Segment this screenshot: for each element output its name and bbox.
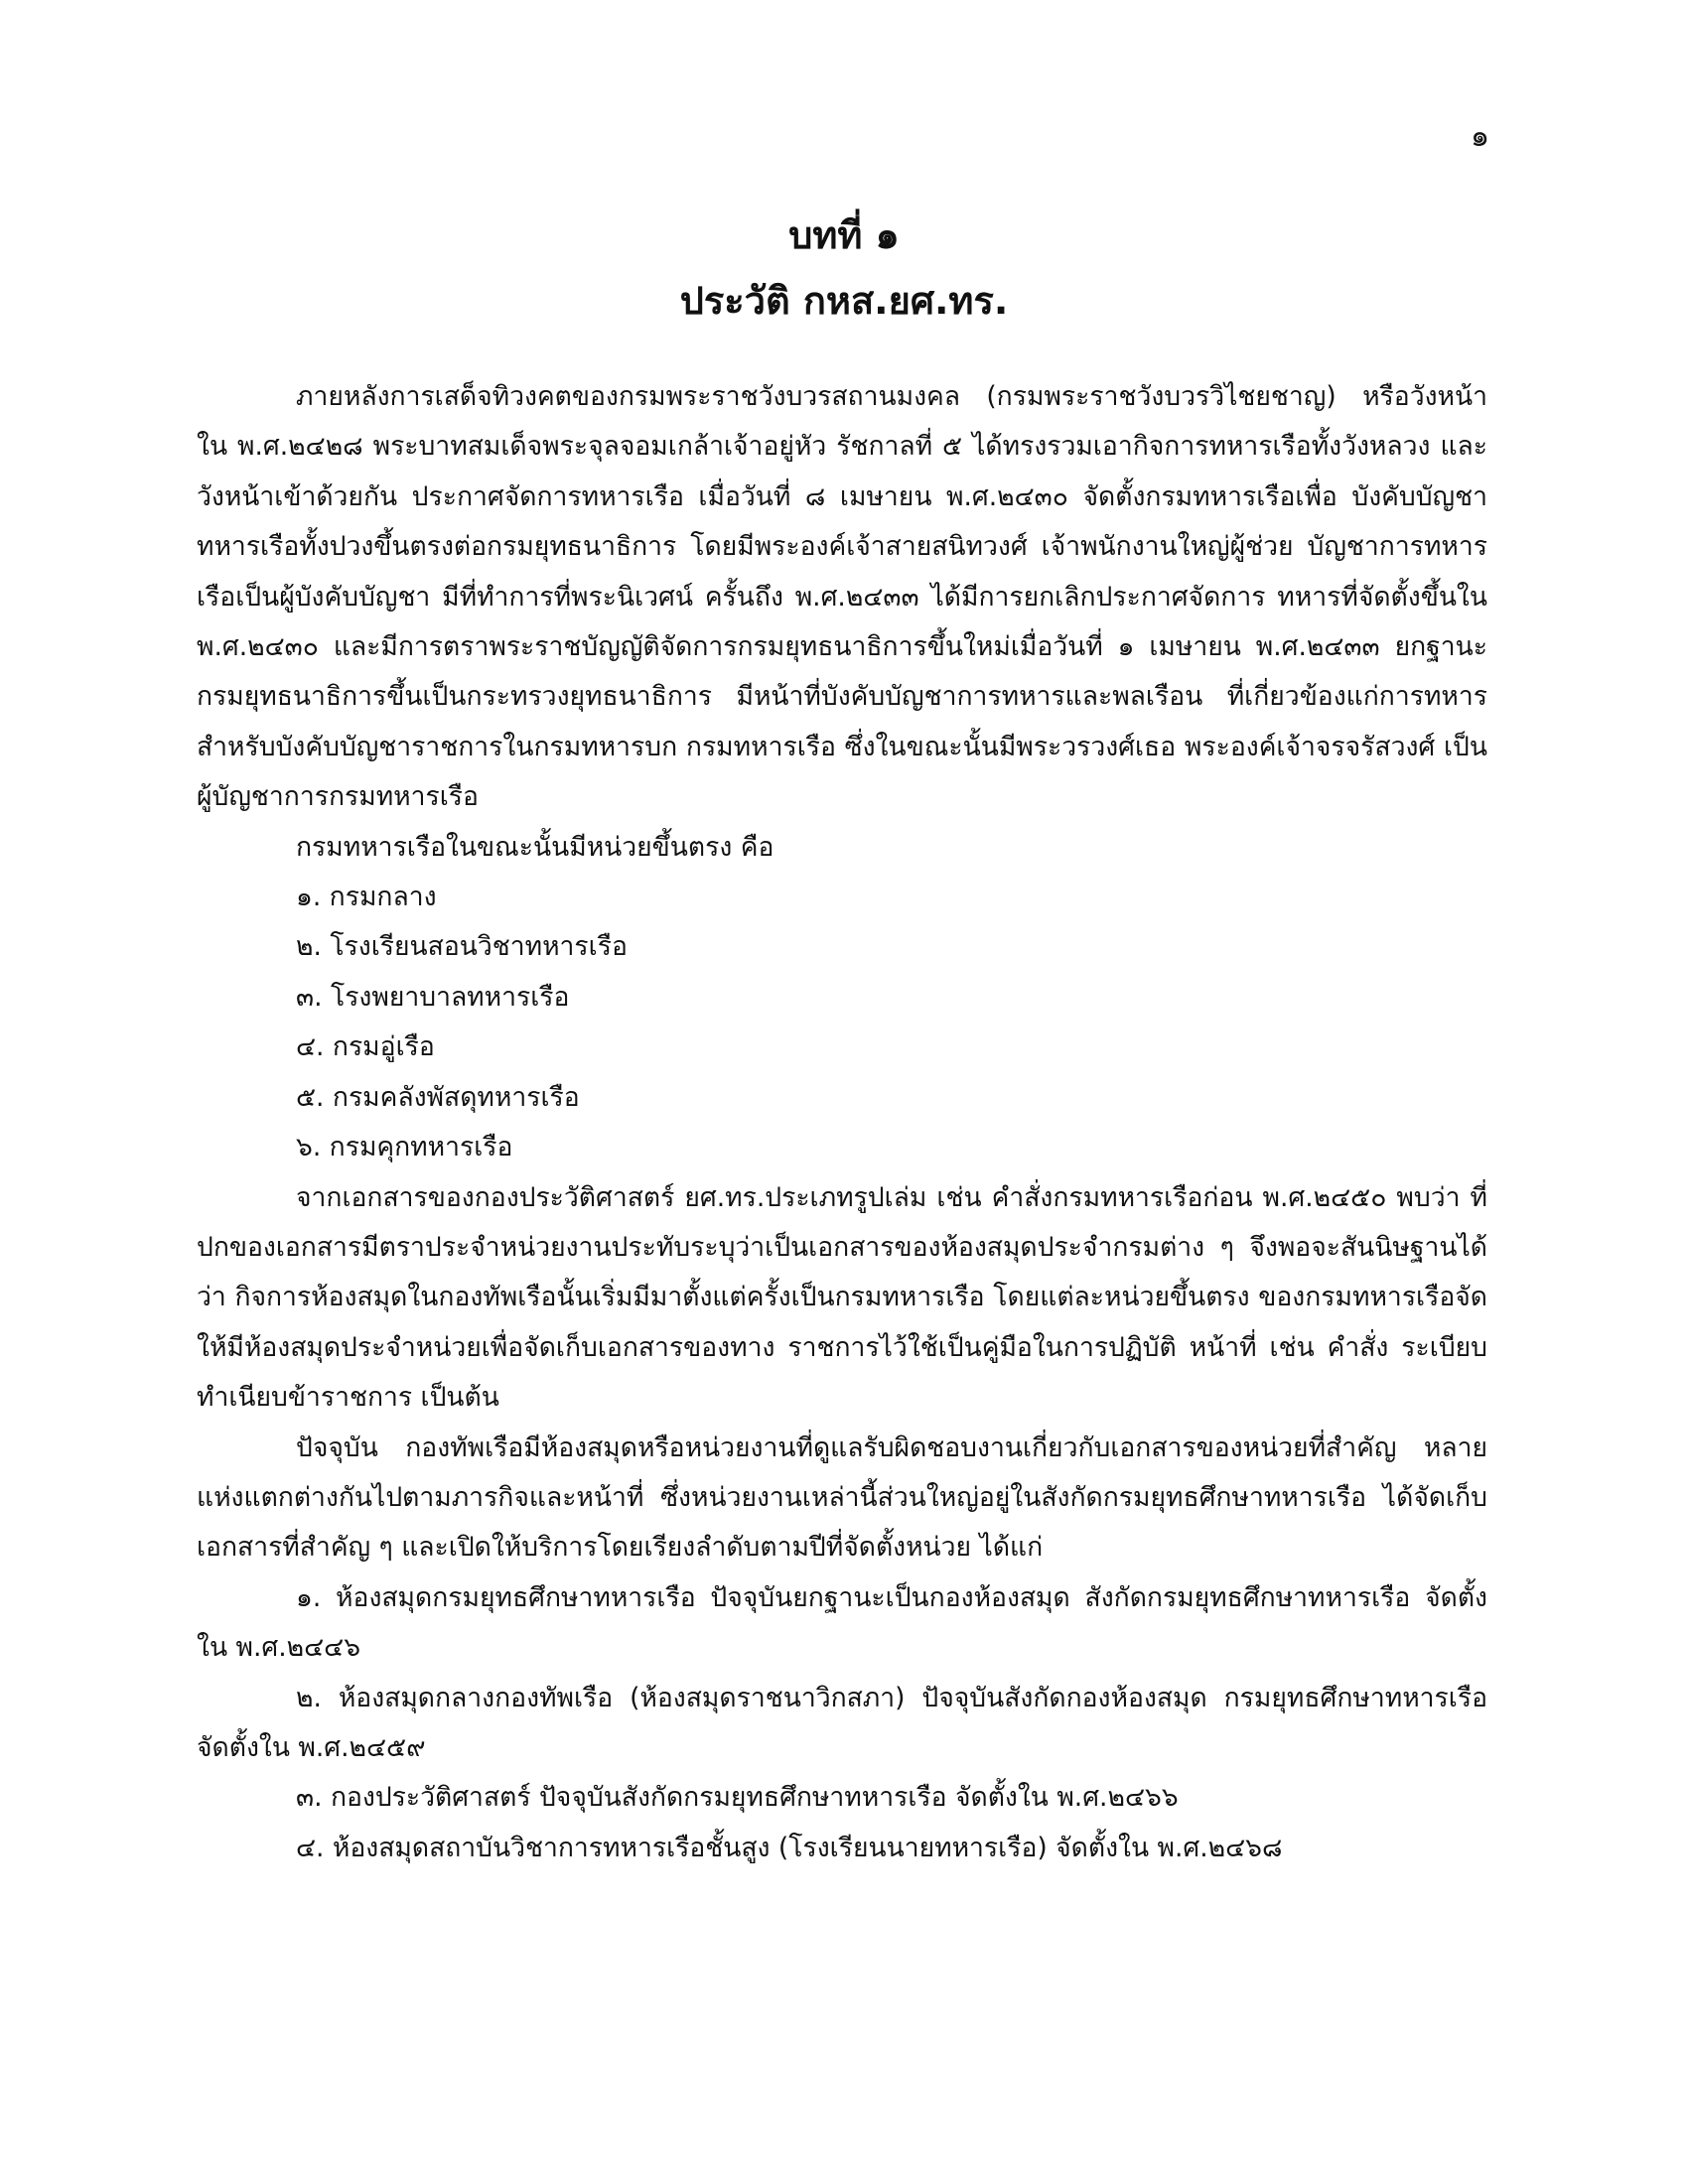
list-item: ๖. กรมคุกทหารเรือ — [296, 1132, 513, 1163]
list-item: ๔. ห้องสมุดสถาบันวิชาการทหารเรือชั้นสูง (โรงเรียนนายทหารเรือ) จัดตั้งใน พ.ศ.๒๔๖๘ — [296, 1832, 1283, 1863]
list-item: ๑. กรมกลาง — [296, 882, 437, 913]
list-item: ๓. กองประวัติศาสตร์ ปัจจุบันสังกัดกรมยุทธศึกษาทหารเรือ จัดตั้งใน พ.ศ.๒๔๖๖ — [296, 1782, 1179, 1814]
paragraph-units-intro: กรมทหารเรือในขณะนั้นมีหน่วยขึ้นตรง คือ — [296, 831, 774, 863]
list-item: ๔. กรมอู่เรือ — [296, 1031, 435, 1063]
paragraph-present: ปัจจุบัน กองทัพเรือมีห้องสมุดหรือหน่วยงานที่ดูแลรับผิดชอบงานเกี่ยวกับเอกสารของหน่วยที่สำคัญ หลายแห่งแตกต่างกันไปตามภารกิจและหน้าที่ ซึ่งหน่วยงานเหล่านี้ส่วนใหญ่อยู่ในสังกัดกรมยุทธศึกษาทหารเรือ ได้จัดเก็บเอกสารที่สำคัญ ๆ และเปิดให้บริการโดยเรียงลำดับตามปีที่จัดตั้งหน่วย ได้แก่ — [197, 1432, 1487, 1564]
units-list — [197, 873, 1487, 1172]
libraries-list — [197, 1573, 1487, 1873]
document-body — [197, 372, 1487, 1873]
list-item: ๕. กรมคลังพัสดุทหารเรือ — [296, 1081, 580, 1113]
list-item: ๒. โรงเรียนสอนวิชาทหารเรือ — [296, 931, 628, 963]
chapter-heading: บทที่ ๑ — [788, 213, 900, 257]
page-number: ๑ — [1470, 119, 1489, 154]
list-item: ๒. ห้องสมุดกลางกองทัพเรือ (ห้องสมุดราชนาวิกสภา) ปัจจุบันสังกัดกองห้องสมุด กรมยุทธศึกษาทหารเรือ จัดตั้งใน พ.ศ.๒๔๕๙ — [197, 1682, 1487, 1763]
list-item: ๓. โรงพยาบาลทหารเรือ — [296, 981, 570, 1013]
paragraph-history: ภายหลังการเสด็จทิวงคตของกรมพระราชวังบวรสถานมงคล (กรมพระราชวังบวรวิไชยชาญ) หรือวังหน้า ใน พ.ศ.๒๔๒๘ พระบาทสมเด็จพระจุลจอมเกล้าเจ้าอยู่หัว รัชกาลที่ ๕ ได้ทรงรวมเอากิจการทหารเรือทั้งวังหลวง และวังหน้าเข้าด้วยกัน ประกาศจัดการทหารเรือ เมื่อวันที่ ๘ เมษายน พ.ศ.๒๔๓๐ จัดตั้งกรมทหารเรือเพื่อ บังคับบัญชาทหารเรือทั้งปวงขึ้นตรงต่อกรมยุทธนาธิการ โดยมีพระองค์เจ้าสายสนิทวงศ์ เจ้าพนักงานใหญ่ผู้ช่วย บัญชาการทหารเรือเป็นผู้บังคับบัญชา มีที่ทำการที่พระนิเวศน์ ครั้นถึง พ.ศ.๒๔๓๓ ได้มีการยกเลิกประกาศจัดการ ทหารที่จัดตั้งขึ้นใน พ.ศ.๒๔๓๐ และมีการตราพระราชบัญญัติจัดการกรมยุทธนาธิการขึ้นใหม่เมื่อวันที่ ๑ เมษายน พ.ศ.๒๔๓๓ ยกฐานะกรมยุทธนาธิการขึ้นเป็นกระทรวงยุทธนาธิการ มีหน้าที่บังคับบัญชาการทหารและพลเรือน ที่เกี่ยวข้องแก่การทหาร สำหรับบังคับบัญชาราชการในกรมทหารบก กรมทหารเรือ ซึ่งในขณะนั้นมีพระวรวงศ์เธอ พระองค์เจ้าจรจรัสวงศ์ เป็นผู้บัญชาการกรมทหารเรือ — [197, 381, 1487, 813]
paragraph-documents: จากเอกสารของกองประวัติศาสตร์ ยศ.ทร.ประเภทรูปเล่ม เช่น คำสั่งกรมทหารเรือก่อน พ.ศ.๒๔๕๐ พบว่า ที่ปกของเอกสารมีตราประจำหน่วยงานประทับระบุว่าเป็นเอกสารของห้องสมุดประจำกรมต่าง ๆ จึงพอจะสันนิษฐานได้ว่า กิจการห้องสมุดในกองทัพเรือนั้นเริ่มมีมาตั้งแต่ครั้งเป็นกรมทหารเรือ โดยแต่ละหน่วยขึ้นตรง ของกรมทหารเรือจัดให้มีห้องสมุดประจำหน่วยเพื่อจัดเก็บเอกสารของทาง ราชการไว้ใช้เป็นคู่มือในการปฏิบัติ หน้าที่ เช่น คำสั่ง ระเบียบ ทำเนียบข้าราชการ เป็นต้น — [197, 1181, 1487, 1414]
chapter-title: ประวัติ กหส.ยศ.ทร. — [679, 279, 1009, 323]
list-item: ๑. ห้องสมุดกรมยุทธศึกษาทหารเรือ ปัจจุบันยกฐานะเป็นกองห้องสมุด สังกัดกรมยุทธศึกษาทหารเรือ จัดตั้งใน พ.ศ.๒๔๔๖ — [197, 1581, 1487, 1664]
